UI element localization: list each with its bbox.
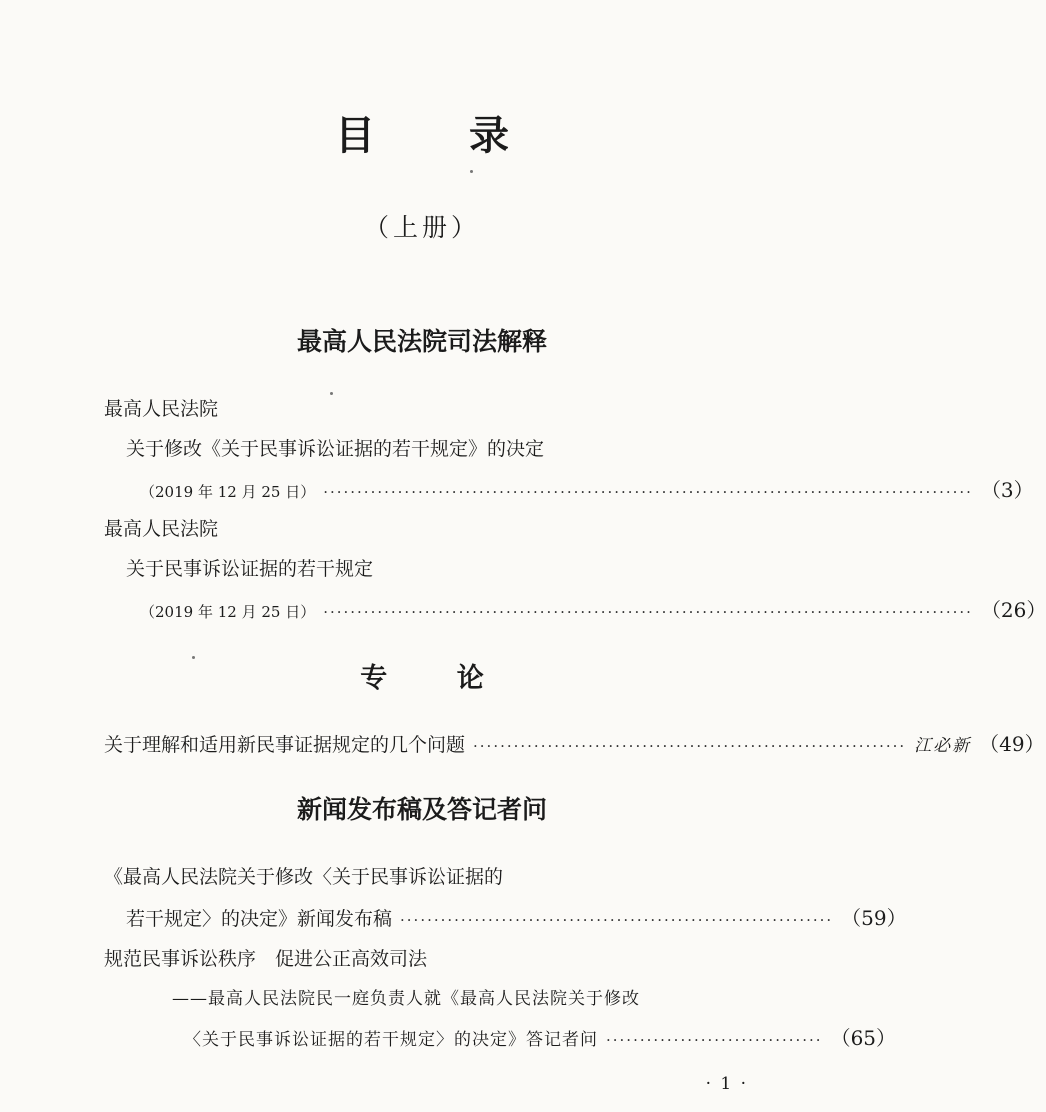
toc-entry-row[interactable] bbox=[140, 474, 1034, 503]
entry-issuer: 最高人民法院 bbox=[104, 398, 219, 420]
toc-entry-row[interactable] bbox=[184, 1022, 897, 1051]
toc-entry-row[interactable] bbox=[140, 594, 1046, 623]
page-title: 目 录 bbox=[335, 112, 549, 159]
scan-speck bbox=[470, 170, 473, 173]
entry-title: 关于理解和适用新民事证据规定的几个问题 bbox=[104, 734, 466, 756]
entry-title: 关于民事诉讼证据的若干规定 bbox=[126, 558, 374, 580]
entry-author: 江必新 bbox=[914, 736, 972, 756]
entry-date: （2019 年 12 月 25 日） bbox=[140, 603, 316, 621]
toc-entry-row[interactable] bbox=[126, 902, 907, 931]
entry-page-number: （49） bbox=[979, 732, 1045, 756]
entry-title: 《最高人民法院关于修改〈关于民事诉讼证据的 bbox=[104, 866, 504, 888]
section-heading-monograph: 专 论 bbox=[360, 663, 514, 694]
dot-leader: ································ bbox=[606, 1031, 823, 1049]
entry-title-continued: 若干规定〉的决定》新闻发布稿 bbox=[126, 908, 393, 930]
entry-date: （2019 年 12 月 25 日） bbox=[140, 483, 316, 501]
dot-leader: ································································ bbox=[473, 737, 907, 755]
section-heading-press-release: 新闻发布稿及答记者问 bbox=[296, 795, 547, 824]
entry-page-number: （26） bbox=[980, 598, 1046, 622]
entry-title: 关于修改《关于民事诉讼证据的若干规定》的决定 bbox=[126, 438, 545, 460]
entry-issuer: 最高人民法院 bbox=[104, 518, 219, 540]
toc-entry-row[interactable] bbox=[104, 728, 1045, 757]
entry-title: 规范民事诉讼秩序 促进公正高效司法 bbox=[104, 948, 428, 970]
entry-page-number: （65） bbox=[830, 1026, 897, 1050]
volume-label: （上册） bbox=[363, 213, 480, 242]
entry-subtitle-continued: 〈关于民事诉讼证据的若干规定〉的决定》答记者问 bbox=[184, 1030, 598, 1050]
scan-speck bbox=[330, 392, 333, 395]
dot-leader: ································································ bbox=[400, 911, 834, 929]
entry-page-number: （59） bbox=[841, 906, 907, 930]
page-number: · 1 · bbox=[705, 1074, 748, 1094]
dot-leader: ································································································ bbox=[323, 483, 973, 501]
dot-leader: ································································································ bbox=[323, 603, 973, 621]
entry-page-number: （3） bbox=[980, 478, 1034, 502]
section-heading-judicial-interpretation: 最高人民法院司法解释 bbox=[296, 327, 547, 356]
entry-subtitle: ——最高人民法院民一庭负责人就《最高人民法院关于修改 bbox=[172, 989, 640, 1009]
